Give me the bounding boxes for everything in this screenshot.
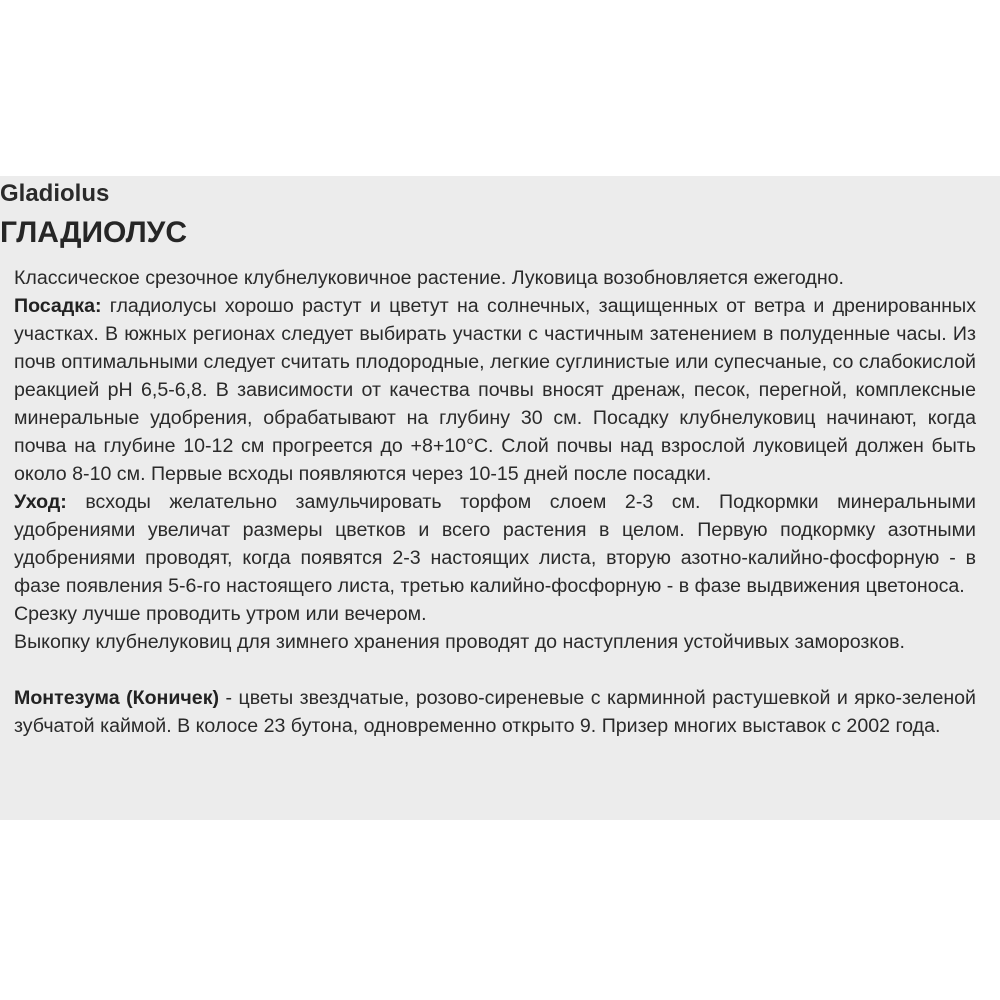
variety-paragraph: [14, 684, 976, 740]
planting-paragraph: [14, 292, 976, 488]
paragraph-gap: [14, 656, 976, 684]
care-text: всходы желательно замульчировать торфом слоем 2-3 см. Подкормки минеральными удобрениями увеличат размеры цветков и всего растения в целом. Первую подкормку азотными удобрениями проводят, когда появятся 2-3 настоящих листа, вторую азотно-калийно-фосфорную - в фазе появления 5-6-го настоящего листа, третью калийно-фосфорную - в фазе выдвижения цветоноса.: [14, 491, 976, 597]
title-latin: Gladiolus: [0, 180, 110, 207]
planting-text: гладиолусы хорошо растут и цветут на солнечных, защищенных от ветра и дренированных участках. В южных регионах следует выбирать участки с частичным затенением в полуденные часы. Из почв оптимальными следует считать плодородные, легкие суглинистые или супесчаные, со слабокислой реакцией pH 6,5-6,8. В зависимости от качества почвы вносят дренаж, песок, перегной, комплексные минеральные удобрения, обрабатывают на глубину 30 см. Посадку клубнелуковиц начинают, когда почва на глубине 10-12 см прогреется до +8+10°С. Слой почвы над взрослой луковицей должен быть около 8-10 см. Первые всходы появляются через 10-15 дней после посадки.: [14, 295, 976, 485]
title-russian: ГЛАДИОЛУС: [0, 216, 187, 249]
product-info-card: [0, 176, 1000, 820]
cutting-paragraph: Срезку лучше проводить утром или вечером.: [14, 603, 427, 625]
description-body: [14, 264, 976, 740]
digging-paragraph: Выкопку клубнелуковиц для зимнего хранения проводят до наступления устойчивых заморозков.: [14, 631, 905, 653]
care-paragraph: [14, 488, 976, 600]
intro-paragraph: Классическое срезочное клубнелуковичное растение. Луковица возобновляется ежегодно.: [14, 267, 844, 289]
variety-text: - цветы звездчатые, розово-сиреневые с карминной растушевкой и ярко-зеленой зубчатой каймой. В колосе 23 бутона, одновременно открыто 9. Призер многих выставок с 2002 года.: [14, 687, 976, 737]
variety-label: Монтезума (Коничек): [14, 687, 220, 709]
planting-label: Посадка:: [14, 295, 102, 317]
care-label: Уход:: [14, 491, 67, 513]
